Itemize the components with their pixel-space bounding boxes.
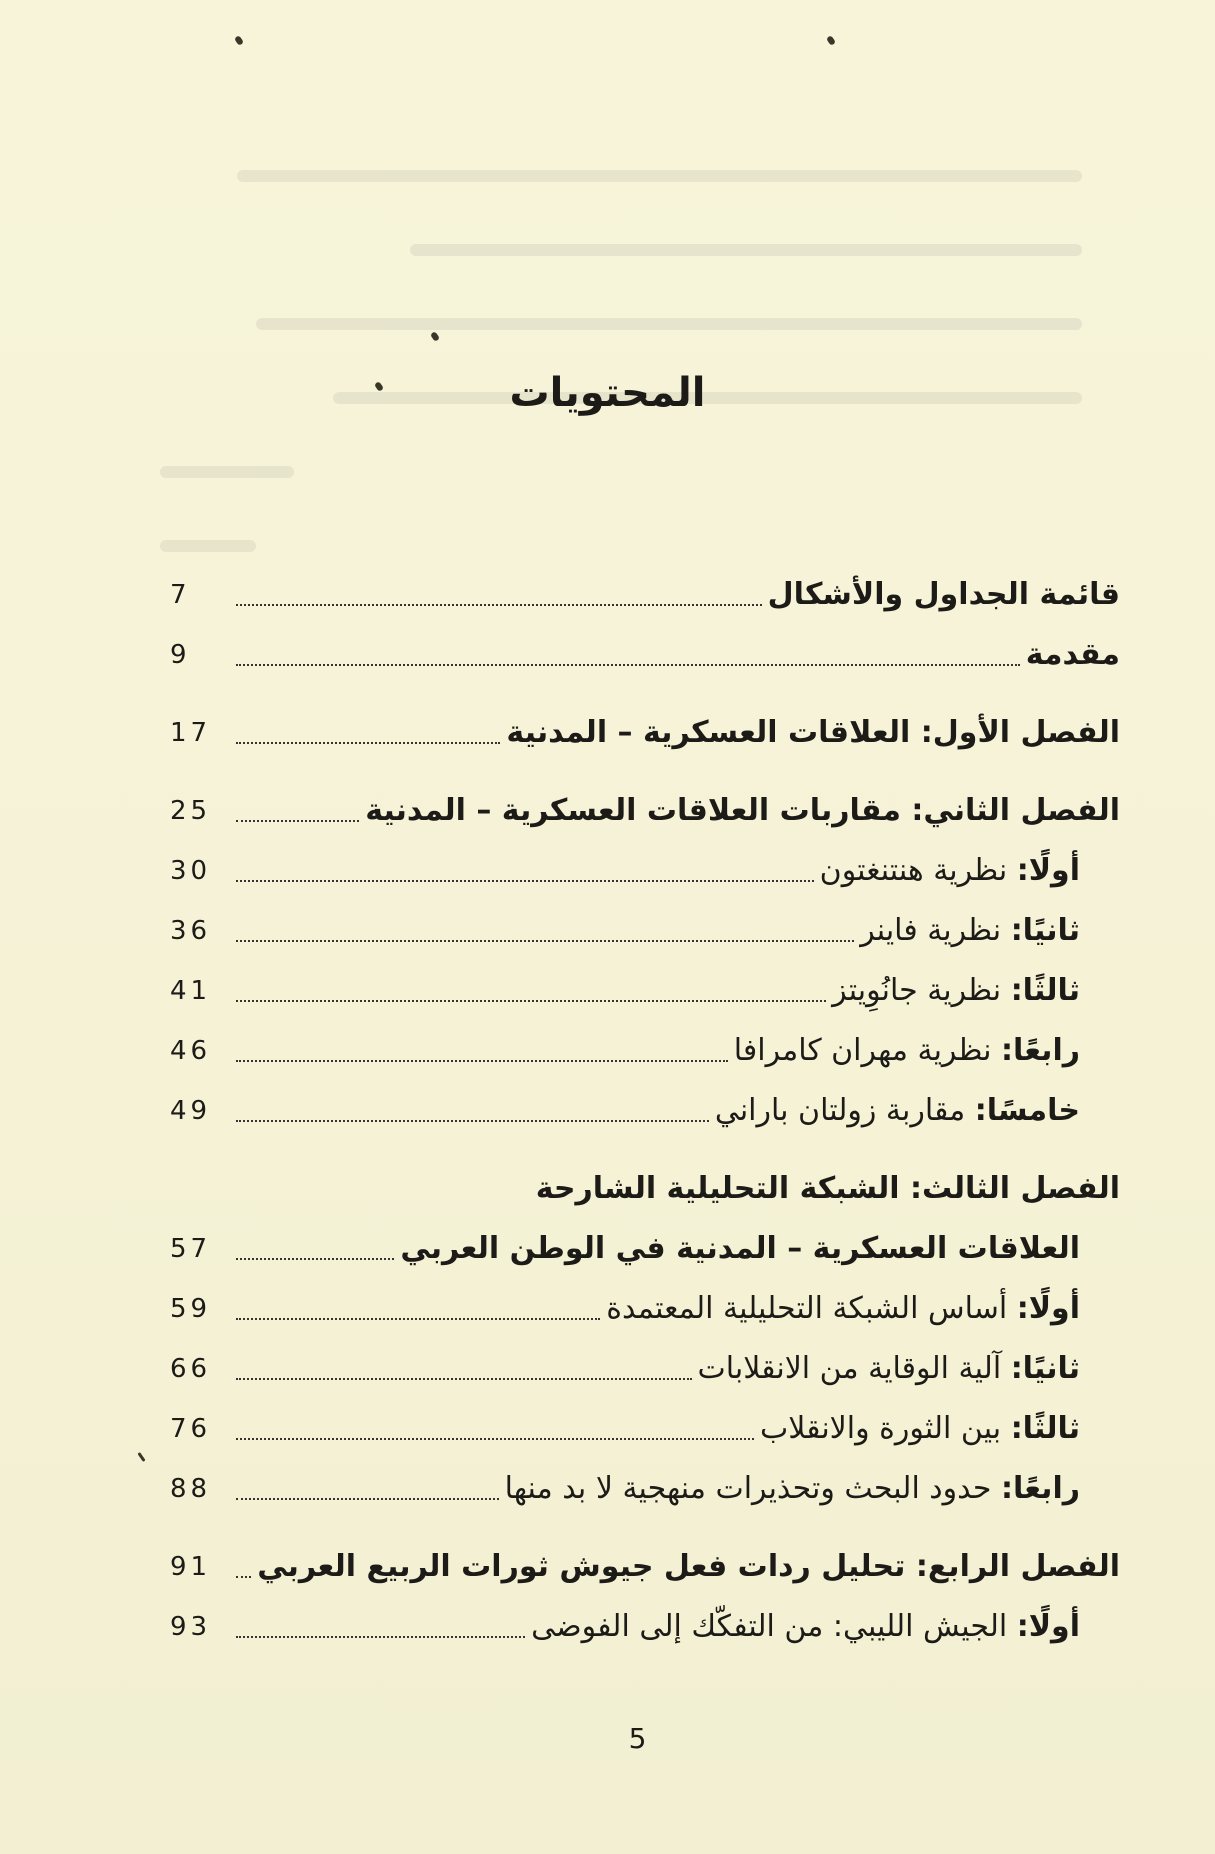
toc-page-number: 25	[170, 796, 212, 826]
toc-entry[interactable]	[170, 951, 1120, 1011]
toc-entry-label	[506, 713, 1120, 753]
toc-entry-head: العلاقات العسكرية – المدنية في الوطن العربي	[400, 1231, 1080, 1266]
toc-entry[interactable]	[170, 1209, 1120, 1269]
toc-page-number: 57	[170, 1234, 212, 1264]
toc-entry[interactable]	[170, 891, 1120, 951]
toc-entry-head: مقدمة	[1025, 637, 1120, 672]
toc-entry[interactable]	[170, 615, 1120, 675]
toc-entry-label	[860, 911, 1080, 951]
toc-entry-text: نظرية هنتنغتون	[819, 853, 1017, 888]
toc-entry-head: رابعًا:	[1000, 1033, 1080, 1068]
toc-page-number: 17	[170, 718, 212, 748]
toc-entry[interactable]	[170, 1449, 1120, 1509]
leader-dots	[236, 1317, 600, 1320]
toc-entry[interactable]	[170, 1527, 1120, 1587]
toc-page-number: 36	[170, 916, 212, 946]
toc-page-number: 7	[170, 580, 191, 610]
toc-entry-label	[257, 1547, 1120, 1587]
toc-entry-text: نظرية فاينر	[860, 913, 1011, 948]
leader-dots	[236, 1497, 499, 1500]
toc-entry[interactable]	[170, 771, 1120, 831]
toc-entry-label	[531, 1607, 1080, 1647]
toc-entry-label	[505, 1469, 1080, 1509]
toc-page-number: 76	[170, 1414, 212, 1444]
page-number: 5	[628, 1722, 647, 1755]
toc-entry[interactable]	[170, 1389, 1120, 1449]
toc-entry-label	[734, 1031, 1080, 1071]
toc-page-number: 9	[170, 640, 191, 670]
toc-entry-head: الفصل الثاني: مقاربات العلاقات العسكرية – المدنية	[365, 793, 1120, 828]
toc-page-number: 30	[170, 856, 212, 886]
toc-entry-label	[820, 851, 1080, 891]
leader-dots	[236, 1575, 251, 1578]
toc-entry-head: أولًا:	[1016, 853, 1080, 888]
toc-page-number: 91	[170, 1552, 212, 1582]
toc-page-number: 49	[170, 1096, 212, 1126]
toc-entry-head: أولًا:	[1016, 1291, 1080, 1326]
toc-entry[interactable]	[170, 693, 1120, 753]
toc-entry-label	[365, 791, 1120, 831]
toc-entry-text: نظرية جانُوِيتز	[832, 973, 1011, 1008]
toc-entry-head: أولًا:	[1016, 1609, 1080, 1644]
leader-dots	[236, 1257, 394, 1260]
toc-entry[interactable]	[170, 831, 1120, 891]
leader-dots	[236, 1437, 754, 1440]
leader-dots	[236, 939, 854, 942]
toc-entry-head: قائمة الجداول والأشكال	[767, 577, 1120, 612]
leader-dots	[236, 819, 359, 822]
toc-entry-head: الفصل الثالث: الشبكة التحليلية الشارحة	[535, 1171, 1120, 1206]
toc-entry-text: نظرية مهران كامرافا	[733, 1033, 1001, 1068]
toc-entry-label	[768, 575, 1120, 615]
toc-entry-label	[1026, 635, 1120, 675]
toc-page-number: 88	[170, 1474, 212, 1504]
toc-entry-head: ثالثًا:	[1010, 973, 1080, 1008]
toc-entry[interactable]	[170, 1011, 1120, 1071]
toc-entry-text: مقاربة زولتان باراني	[714, 1093, 975, 1128]
leader-dots	[236, 741, 500, 744]
page-title: المحتويات	[509, 370, 706, 416]
toc-entry[interactable]	[170, 555, 1120, 615]
toc-page-number: 46	[170, 1036, 212, 1066]
toc-entry-text: بين الثورة والانقلاب	[760, 1411, 1011, 1446]
leader-dots	[236, 879, 814, 882]
toc-entry-label	[536, 1169, 1120, 1209]
leader-dots	[236, 663, 1020, 666]
toc-entry-head: الفصل الرابع: تحليل ردات فعل جيوش ثورات الربيع العربي	[257, 1549, 1120, 1584]
leader-dots	[236, 999, 826, 1002]
leader-dots	[236, 1635, 525, 1638]
leader-dots	[236, 1377, 692, 1380]
toc-entry-head: الفصل الأول: العلاقات العسكرية – المدنية	[506, 715, 1120, 750]
toc-entry-label	[400, 1229, 1080, 1269]
paper-speck	[430, 331, 440, 342]
paper-speck	[826, 35, 836, 46]
toc-entry-text: أساس الشبكة التحليلية المعتمدة	[606, 1291, 1017, 1326]
toc-entry-head: ثانيًا:	[1010, 1351, 1080, 1386]
toc-entry[interactable]	[170, 1269, 1120, 1329]
toc-page-number: 66	[170, 1354, 212, 1384]
table-of-contents	[170, 555, 1120, 1647]
paper-speck	[137, 1452, 145, 1462]
leader-dots	[236, 1119, 709, 1122]
toc-entry-text: الجيش الليبي: من التفكّك إلى الفوضى	[531, 1609, 1017, 1644]
toc-entry[interactable]	[170, 1587, 1120, 1647]
toc-entry[interactable]	[170, 1329, 1120, 1389]
leader-dots	[236, 603, 762, 606]
toc-entry-text: حدود البحث وتحذيرات منهجية لا بد منها	[504, 1471, 1001, 1506]
toc-page-number: 41	[170, 976, 212, 1006]
toc-entry-head: خامسًا:	[974, 1093, 1080, 1128]
toc-entry-label	[606, 1289, 1080, 1329]
leader-dots	[236, 1059, 728, 1062]
paper-speck	[234, 35, 244, 46]
toc-entry-label	[698, 1349, 1080, 1389]
toc-page-number: 59	[170, 1294, 212, 1324]
toc-entry-head: رابعًا:	[1000, 1471, 1080, 1506]
toc-entry-label	[760, 1409, 1080, 1449]
toc-chapter-heading[interactable]	[170, 1149, 1120, 1209]
toc-entry-text: آلية الوقاية من الانقلابات	[697, 1351, 1011, 1386]
toc-entry-head: ثالثًا:	[1010, 1411, 1080, 1446]
toc-entry[interactable]	[170, 1071, 1120, 1131]
toc-entry-label	[832, 971, 1080, 1011]
toc-page-number: 93	[170, 1612, 212, 1642]
toc-entry-label	[715, 1091, 1080, 1131]
toc-entry-head: ثانيًا:	[1010, 913, 1080, 948]
